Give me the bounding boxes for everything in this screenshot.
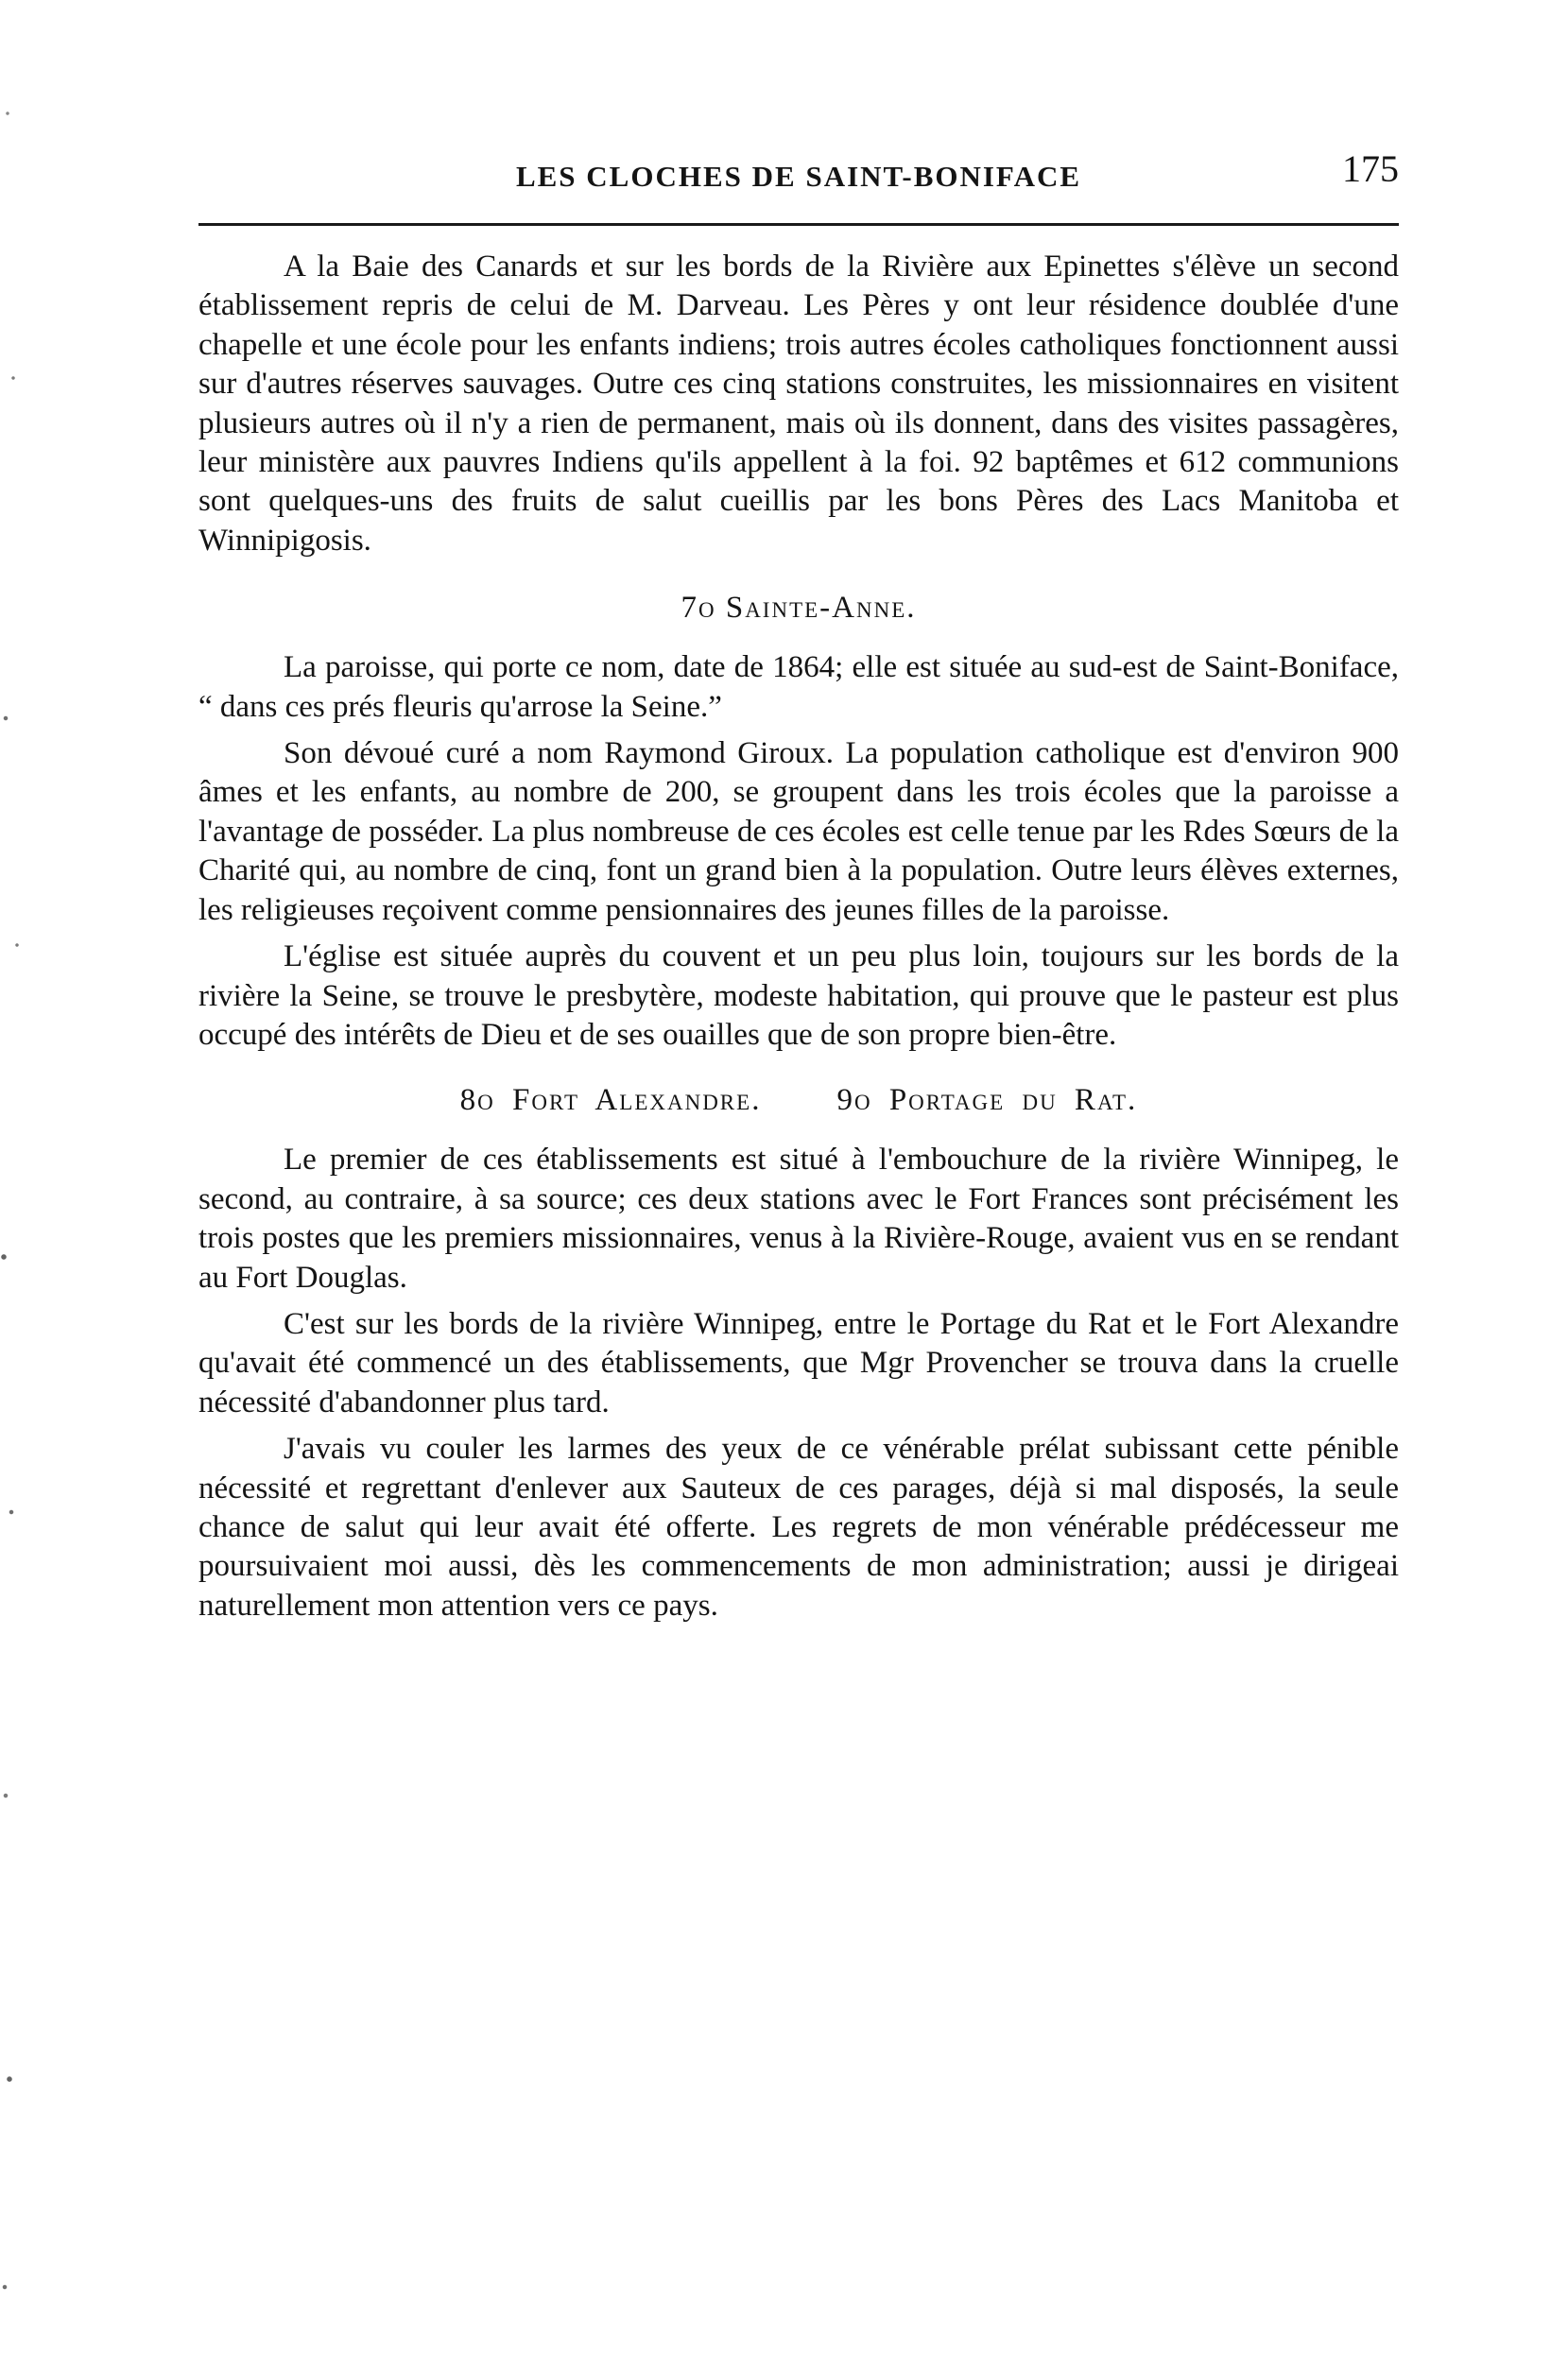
running-head <box>198 146 1399 203</box>
section-heading-portage-du-rat: 9o Portage du Rat. <box>836 1083 1138 1118</box>
section-heading-pair <box>198 1081 1399 1120</box>
header-rule <box>198 223 1399 226</box>
paragraph-etablissements: Le premier de ces établissements est situé à l'embouchure de la rivière Winnipeg, le second, au contraire, à sa source; ces deux stations avec le Fort Frances sont précisément les trois postes que les premiers missionnaires, venus à la Rivière-Rouge, avaient vus en se rendant au Fort Douglas. <box>198 1143 1399 1295</box>
section-heading-sainte-anne: 7o Sainte-Anne. <box>681 591 917 626</box>
paragraph-paroisse: La paroisse, qui porte ce nom, date de 1864; elle est située au sud-est de Saint-Boniface, “ dans ces prés fleuris qu'arrose la Seine.” <box>198 650 1399 724</box>
paragraph-riviere-winnipeg: C'est sur les bords de la rivière Winnipeg, entre le Portage du Rat et le Fort Alexandre qu'avait été commencé un des établissements, que Mgr Provencher se trouva dans la cruelle nécessité d'abandonner plus tard. <box>198 1306 1399 1419</box>
paragraph-cure: Son dévoué curé a nom Raymond Giroux. La population catholique est d'environ 900 âmes et les enfants, au nombre de 200, se groupent dans les trois écoles que la paroisse a l'avantage de posséder. La plus nombreuse de ces écoles est celle tenue par les Rdes Sœurs de la Charité qui, au nombre de cinq, font un grand bien à la population. Outre leurs élèves externes, les religieuses reçoivent comme pensionnaires des jeunes filles de la paroisse. <box>198 736 1399 927</box>
paragraph-larmes: J'avais vu couler les larmes des yeux de ce vénérable prélat subissant cette pénible nécessité et regrettant d'enlever aux Sauteux de ces parages, déjà si mal disposés, la seule chance de salut qui leur avait été offerte. Les regrets de mon vénérable prédécesseur me poursuivaient moi aussi, dès les commencements de mon administration; aussi je dirigeai naturellement mon attention vers ce pays. <box>198 1432 1399 1623</box>
section-heading-fort-alexandre: 8o Fort Alexandre. <box>459 1083 762 1118</box>
page-body <box>198 248 1399 1626</box>
paragraph-baie-des-canards: A la Baie des Canards et sur les bords de la Rivière aux Epinettes s'élève un second établissement repris de celui de M. Darveau. Les Pères y ont leur résidence doublée d'une chapelle et une école pour les enfants indiens; trois autres écoles catholiques fonctionnent aussi sur d'autres réserves sauvages. Outre ces cinq stations construites, les missionnaires en visitent plusieurs autres où il n'y a rien de permanent, mais où ils donnent, dans des visites passagères, leur ministère aux pauvres Indiens qu'ils appellent à la foi. 92 baptêmes et 612 communions sont quelques-uns des fruits de salut cueillis par les bons Pères des Lacs Manitoba et Winnipigosis. <box>198 249 1399 558</box>
paragraph-eglise: L'église est située auprès du couvent et un peu plus loin, toujours sur les bords de la rivière la Seine, se trouve le presbytère, modeste habitation, qui prouve que le pasteur est plus occupé des intérêts de Dieu et de ses ouailles que de son propre bien-être. <box>198 939 1399 1052</box>
running-title: LES CLOCHES DE SAINT-BONIFACE <box>515 160 1082 193</box>
page-number: 175 <box>1342 147 1399 190</box>
scan-margin-noise <box>0 0 28 2357</box>
